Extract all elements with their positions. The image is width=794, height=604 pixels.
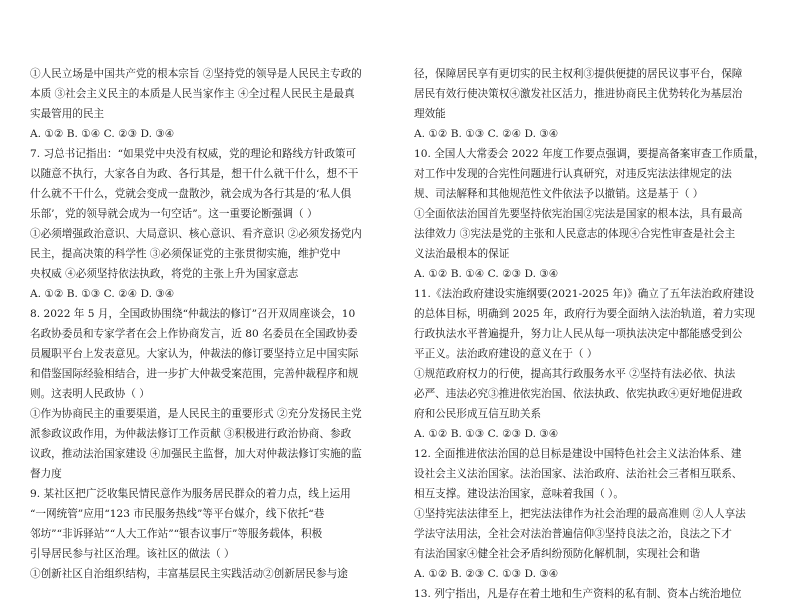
text-line: 必严、违法必究③推进依宪治国、依法执政、依宪执政④更好地促进政 bbox=[414, 388, 743, 400]
text-line: 有法治国家④健全社会矛盾纠纷预防化解机制，实现社会和谐 bbox=[414, 548, 701, 560]
text-line: 名政协委员和专家学者在会上作协商发言，近 80 名委员在全国政协委 bbox=[30, 328, 358, 340]
text-line: 法律效力 ③宪法是党的主张和人民意志的体现④合宪性审查是社会主 bbox=[414, 228, 736, 240]
text-line: 本质 ③社会主义民主的本质是人民当家作主 ④全过程人民民主是最真 bbox=[30, 88, 355, 100]
text-line: 11.《法治政府建设实施纲要(2021-2025 年)》确立了五年法治政府建设 bbox=[414, 288, 755, 300]
text-line: 和借鉴国际经验相结合，进一步扩大仲裁受案范围，完善仲裁程序和规 bbox=[30, 368, 359, 380]
text-line: 8. 2022 年 5 月，全国政协围绕“仲裁法的修订”召开双周座谈会，10 bbox=[30, 308, 356, 320]
text-line: ①全面依法治国首先要坚持依宪治国②宪法是国家的根本法，具有最高 bbox=[414, 208, 743, 220]
text-line: A. ①② B. ②③ C. ①③ D. ③④ bbox=[414, 568, 559, 580]
text-line: 对工作中发现的合宪性问题进行认真研究，对违反宪法法律规定的法 bbox=[414, 168, 732, 180]
text-line: 12. 全面推进依法治国的总目标是建设中国特色社会主义法治体系、建 bbox=[414, 448, 742, 460]
text-line: 议政，推动法治国家建设 ④加强民主监督，加大对仲裁法修订实施的监 bbox=[30, 448, 362, 460]
text-line: 实最管用的民主 bbox=[30, 108, 105, 120]
text-line: ①坚持宪法法律至上，把宪法法律作为社会治理的最高准则 ②人人享法 bbox=[414, 508, 746, 520]
text-line: 相互支撑。建设法治国家，意味着我国（ ）。 bbox=[414, 488, 624, 500]
text-line: “一网统管”应用“123 市民服务热线”等平台媒介，线下依托“巷 bbox=[30, 508, 325, 520]
text-line: 9. 某社区把广泛收集民情民意作为服务居民群众的着力点，线上运用 bbox=[30, 488, 351, 500]
text-line: 学法守法用法，全社会对法治普遍信仰③坚持良法之治，良法之下才 bbox=[414, 528, 732, 540]
left-column bbox=[30, 64, 382, 584]
text-line: 引导居民参与社区治理。该社区的做法（ ） bbox=[30, 548, 235, 560]
text-line: ①规范政府权力的行使，提高其行政服务水平 ②坚持有法必依、执法 bbox=[414, 368, 736, 380]
text-line: 则。这表明人民政协（ ） bbox=[30, 388, 150, 400]
text-line: A. ①② B. ①④ C. ②③ D. ③④ bbox=[30, 128, 175, 140]
text-line: 什么就不干什么，党就会变成一盘散沙，就会成为各行其是的‘私人俱 bbox=[30, 188, 352, 200]
text-line: ①作为协商民主的重要渠道，是人民民主的重要形式 ②充分发扬民主党 bbox=[30, 408, 362, 420]
text-line: A. ①② B. ①③ C. ②④ D. ③④ bbox=[414, 128, 559, 140]
text-line: 平正义。法治政府建设的意义在于（ ） bbox=[414, 348, 598, 360]
text-line: 以随意不执行，大家各自为政、各行其是，想干什么就干什么，想不干 bbox=[30, 168, 359, 180]
text-line: A. ①② B. ①③ C. ②④ D. ③④ bbox=[30, 288, 175, 300]
text-line: 督力度 bbox=[30, 468, 62, 480]
text-line: 行政执法水平普遍提升，努力让人民从每一项执法决定中都能感受到公 bbox=[414, 328, 743, 340]
text-line: 派参政议政作用，为仲裁法修订工作贡献 ③积极进行政治协商、参政 bbox=[30, 428, 352, 440]
right-column bbox=[414, 64, 766, 604]
text-line: 府和公民形成互信互助关系 bbox=[414, 408, 542, 420]
text-line: 设社会主义法治国家。法治国家、法治政府、法治社会三者相互联系、 bbox=[414, 468, 743, 480]
text-line: 理效能 bbox=[414, 108, 446, 120]
text-line: 7. 习总书记指出：“如果党中央没有权威，党的理论和路线方针政策可 bbox=[30, 148, 357, 160]
text-line: 乐部’，党的领导就会成为一句空话”。这一重要论断强调（ ） bbox=[30, 208, 318, 220]
text-line: 员履职平台上发表意见。大家认为，仲裁法的修订要坚持立足中国实际 bbox=[30, 348, 359, 360]
text-line: 邻坊”“非诉驿站”“人大工作站”“银杏议事厅”等服务载体，积极 bbox=[30, 528, 323, 540]
text-line: 居民有效行使决策权④激发社区活力，推进协商民主优势转化为基层治 bbox=[414, 88, 743, 100]
text-line: 民主，提高决策的科学性 ③必须保证党的主张贯彻实施，维护党中 bbox=[30, 248, 341, 260]
text-line: 规、司法解释和其他规范性文件依法予以撤销。这是基于（ ） bbox=[414, 188, 704, 200]
text-line: 10. 全国人大常委会 2022 年度工作要点强调，要提高备案审查工作质量， bbox=[414, 148, 765, 160]
text-line: ①创新社区自治组织结构，丰富基层民主实践活动②创新居民参与途 bbox=[30, 568, 348, 580]
text-line: 央权威 ④必须坚持依法执政，将党的主张上升为国家意志 bbox=[30, 268, 299, 280]
text-line: 义法治最根本的保证 bbox=[414, 248, 510, 260]
text-line: ①人民立场是中国共产党的根本宗旨 ②坚持党的领导是人民民主专政的 bbox=[30, 68, 362, 80]
text-line: 的总体目标，明确到 2025 年，政府行为要全面纳入法治轨道，着力实现 bbox=[414, 308, 755, 320]
text-line: 13. 列宁指出，凡是存在着土地和生产资料的私有制、资本占统治地位 bbox=[414, 588, 742, 600]
text-line: A. ①② B. ①③ C. ②③ D. ③④ bbox=[414, 428, 559, 440]
text-line: ①必须增强政治意识、大局意识、核心意识、看齐意识 ②必须发扬党内 bbox=[30, 228, 362, 240]
text-line: 径，保障居民享有更切实的民主权利③提供便捷的居民议事平台，保障 bbox=[414, 68, 743, 80]
text-line: A. ①② B. ①④ C. ②③ D. ③④ bbox=[414, 268, 559, 280]
